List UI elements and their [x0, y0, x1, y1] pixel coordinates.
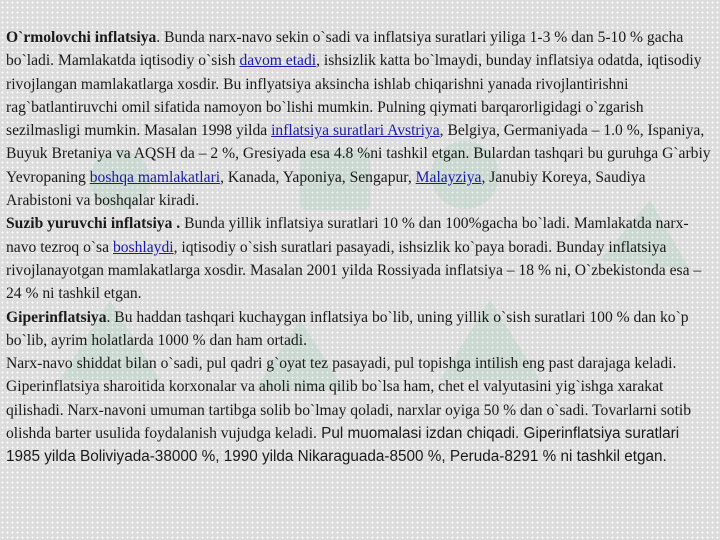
term-hyperinflation: Giperinflatsiya: [6, 308, 107, 326]
paragraph-hyperinflation: [6, 306, 712, 353]
paragraph-galloping-inflation: [6, 212, 712, 305]
text-segment: Bunda yillik inflatsiya suratlari 10 % dan 100%gacha bo`ladi. Mamlakatda narx-navo tezroq o`sa: [6, 215, 689, 256]
text-segment: . Bu haddan tashqari kuchaygan inflatsiya bo`lib, uning yillik o`sish suratlari 100 % dan ko`p bo`lib, ayrim holatlarda 1000 % dan ham ortadi.: [6, 308, 689, 349]
text-segment: , Janubiy Koreya, Saudiya Arabistoni va boshqalar kiradi.: [6, 168, 646, 210]
text-segment-sans: Pul muomalasi izdan chiqadi. Giperinflatsiya suratlari 1985 yilda Boliviyada-38000 %, 1990 yilda Nikaraguada-8500 %, Peruda-8291 % ni tashkil etgan.: [6, 425, 680, 466]
text-segment: , Kanada, Yaponiya, Sengapur,: [220, 168, 416, 186]
term-creeping-inflation: O`rmolovchi inflatsiya: [6, 29, 157, 46]
text-segment: , Belgiya, Germaniyada – 1.0 %, Ispaniya, Buyuk Bretaniya va AQSH da – 2 %, Gresiyada esa 4.8 %ni tashkil etgan. Bulardan tashqari bu guruhga G`arbiy Yevropaning: [6, 122, 711, 186]
term-galloping-inflation: Suzib yuruvchi inflatsiya .: [6, 215, 181, 233]
link-malayziya[interactable]: Malayziya: [415, 168, 482, 186]
document-text: [6, 26, 712, 469]
link-davom-etadi[interactable]: davom etadi: [239, 52, 317, 70]
text-segment: , ishsizlik katta bo`lmaydi, bunday inflatsiya odatda, iqtisodiy rivojlangan mamlakatlarga xosdir. Bu inflyatsiya aksincha ishlab chiqarishni yanada rivojlantirishni rag`batlantiruvchi omil sifatida namoyon bo`lishi mumkin. Pulning qiymati barqarorligidagi o`zgarish sezilmasligi mumkin. Masalan 1998 yilda: [6, 52, 702, 140]
link-boshlaydi[interactable]: boshlaydi: [112, 238, 174, 256]
paragraph-creeping-inflation: [6, 26, 712, 212]
paragraph-hyperinflation-effects: [6, 352, 712, 468]
text-segment: Narx-navo shiddat bilan o`sadi, pul qadri g`oyat tez pasayadi, pul topishga intilish eng past darajaga keladi. Giperinflatsiya sharoitida korxonalar va aholi nima qilib bo`lsa ham, chet el valyutasini yig`ishga xarakat qilishadi. Narx-navoni umuman tartibga solib bo`lmay qoladi, narxlar oyiga 50 % dan o`sadi. Tovarlarni sotib olishda barter usulida foydalanish vujudga keladi.: [6, 355, 692, 443]
link-boshqa-mamlakatlari[interactable]: boshqa mamlakatlari: [89, 168, 221, 186]
text-segment: . Bunda narx-navo sekin o`sadi va inflatsiya suratlari yiliga 1-3 % dan 5-10 % gacha bo`ladi. Mamlakatda iqtisodiy o`sish: [6, 29, 684, 70]
text-segment: , iqtisodiy o`sish suratlari pasayadi, ishsizlik ko`paya boradi. Bunday inflatsiya rivojlanayotgan mamlakatlarga xosdir. Masalan 2001 yilda Rossiyada inflatsiya – 18 % ni, O`zbekistonda esa – 24 % ni tashkil etgan.: [6, 238, 702, 303]
link-inflatsiya-suratlari-avstriya[interactable]: inflatsiya suratlari Avstriya: [271, 122, 440, 140]
